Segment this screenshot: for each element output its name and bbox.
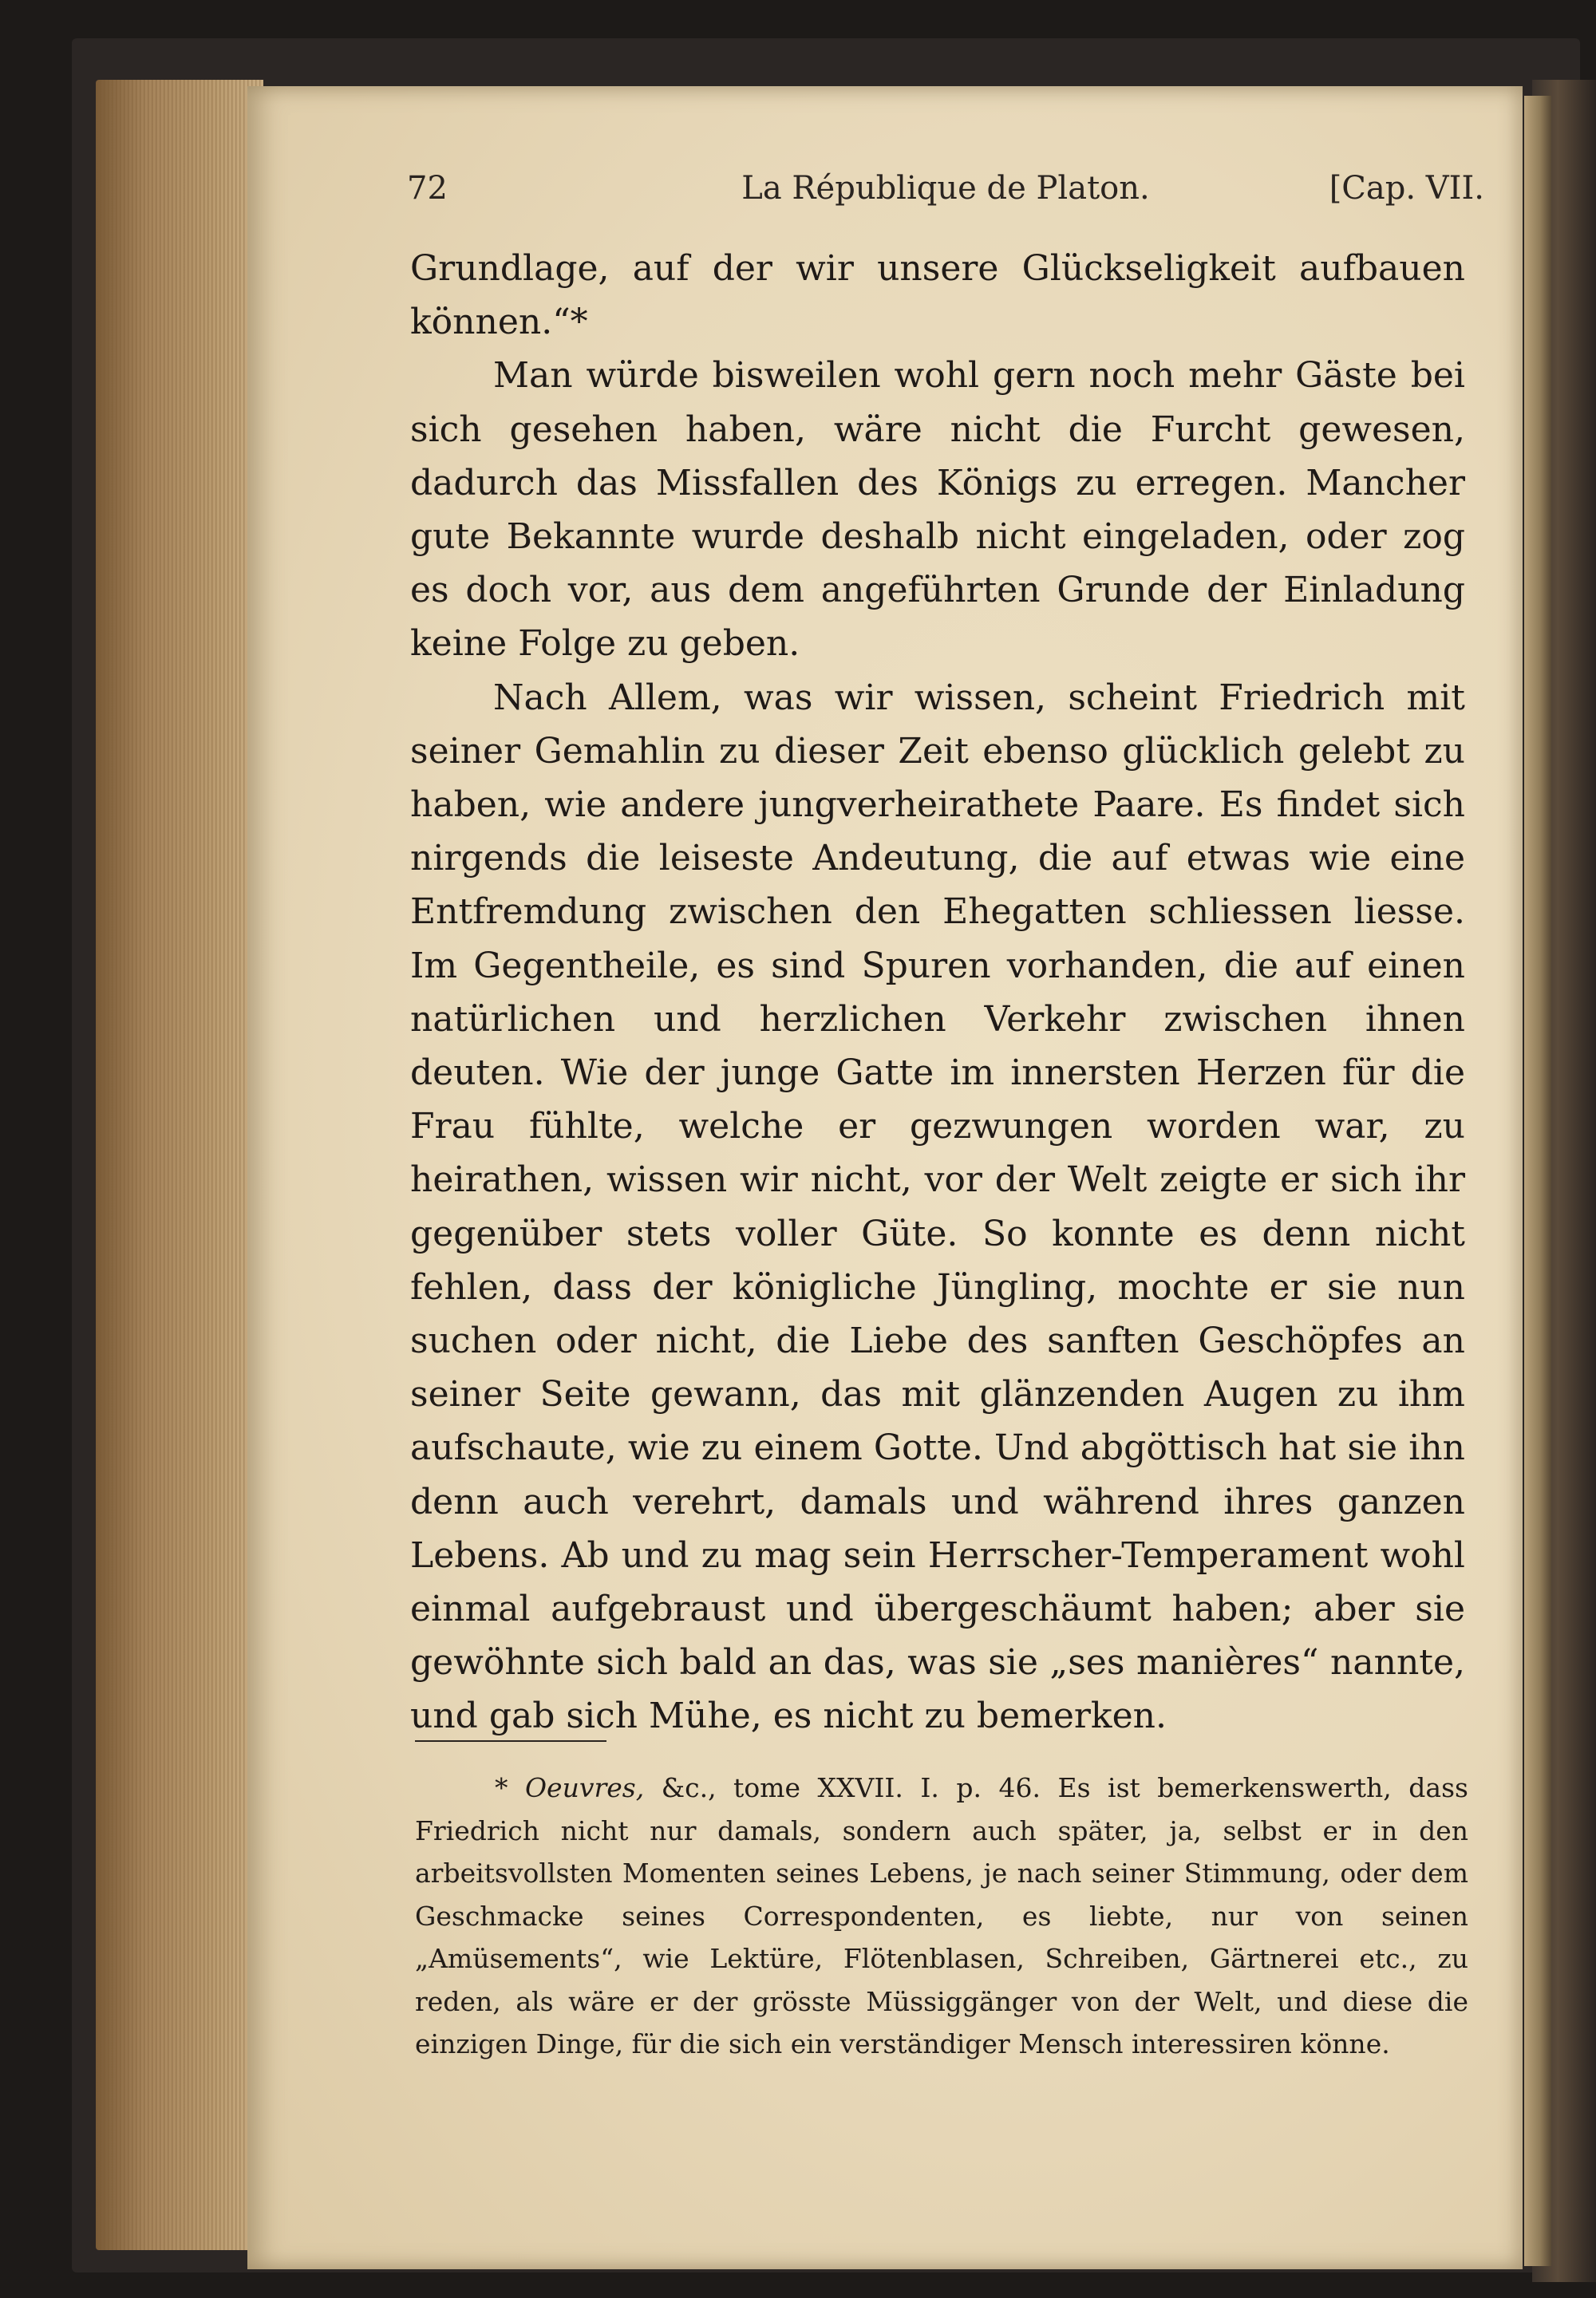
footnote-paragraph bbox=[415, 1767, 1468, 2066]
footnote-divider bbox=[415, 1740, 606, 1742]
chapter-label: [Cap. VII. bbox=[1329, 170, 1484, 207]
running-title: La République de Platon. bbox=[741, 170, 1150, 207]
main-text bbox=[410, 242, 1465, 1743]
paragraph: Man würde bisweilen wohl gern noch mehr Gäste bei sich gesehen haben, wäre nicht die Furcht gewesen, dadurch das Missfallen des Königs zu erregen. Mancher gute Bekannte wurde deshalb nicht eingeladen, oder zog es doch vor, aus dem angeführten Grunde der Einladung keine Folge zu geben. bbox=[410, 355, 1465, 665]
footnote bbox=[415, 1767, 1468, 2066]
footnote-text: &c., tome XXVII. I. p. 46. Es ist bemerkenswerth, dass Friedrich nicht nur damals, sondern auch später, ja, selbst er in den arbeitsvollsten Momenten seines Lebens, je nach seiner Stimmung, oder dem Geschmacke seines Correspondenten, es liebte, nur von seinen „Amüsements“, wie Lektüre, Flötenblasen, Schreiben, Gärtnerei etc., zu reden, als wäre er der grösste Müssiggänger von der Welt, und diese die einzigen Dinge, für die sich ein verständiger Mensch interessiren könne. bbox=[415, 1772, 1468, 2059]
page-stack-edge bbox=[96, 80, 263, 2250]
facing-page-edge bbox=[1524, 96, 1551, 2266]
paragraph: Grundlage, auf der wir unsere Glückseligkeit aufbauen können.“* bbox=[410, 248, 1465, 343]
page-number: 72 bbox=[407, 170, 448, 207]
running-header bbox=[407, 170, 1484, 218]
footnote-work-title: Oeuvres, bbox=[525, 1772, 645, 1803]
paragraph: Nach Allem, was wir wissen, scheint Friedrich mit seiner Gemahlin zu dieser Zeit ebenso glücklich gelebt zu haben, wie andere jungverheirathete Paare. Es findet sich nirgends die leiseste Andeutung, die auf etwas wie eine Entfremdung zwischen den Ehegatten schliessen liesse. Im Gegentheile, es sind Spuren vorhanden, die auf einen natürlichen und herzlichen Verkehr zwischen ihnen deuten. Wie der junge Gatte im innersten Herzen für die Frau fühlte, welche er gezwungen worden war, zu heirathen, wissen wir nicht, vor der Welt zeigte er sich ihr gegenüber stets voller Güte. So konnte es denn nicht fehlen, dass der königliche Jüngling, mochte er sie nun suchen oder nicht, die Liebe des sanften Geschöpfes an seiner Seite gewann, das mit glänzenden Augen zu ihm aufschaute, wie zu einem Gotte. Und abgöttisch hat sie ihn denn auch verehrt, damals und während ihres ganzen Lebens. Ab und zu mag sein Herrscher-Temperament wohl einmal aufgebraust und übergeschäumt haben; aber sie gewöhnte sich bald an das, was sie „ses manières“ nannte, und gab sich Mühe, es nicht zu bemerken. bbox=[410, 677, 1465, 1737]
footnote-marker: * bbox=[495, 1772, 508, 1803]
book-page bbox=[247, 86, 1523, 2269]
